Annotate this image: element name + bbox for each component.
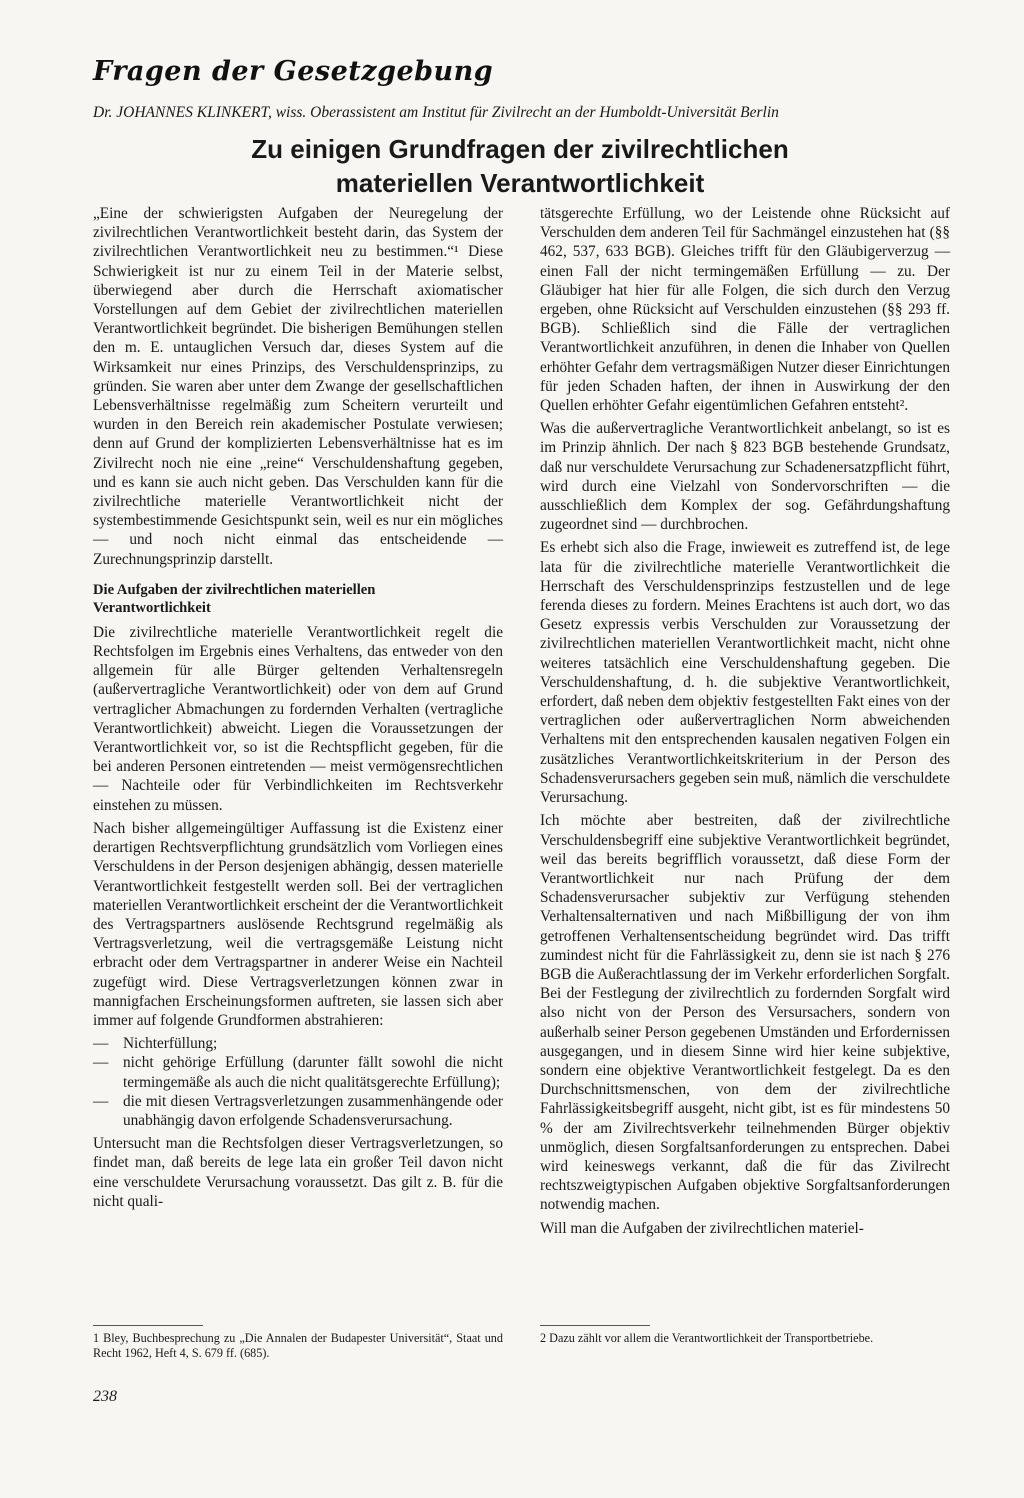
subheading xyxy=(93,581,503,617)
article-title-line-1: Zu einigen Grundfragen der zivilrechtlichen xyxy=(251,134,789,164)
paragraph: tätsgerechte Erfüllung, wo der Leistende ohne Rücksicht auf Verschulden dem anderen Teil für Sachmängel einzustehen hat (§§ 462, 537, 633 BGB). Gleiches trifft für den Gläubigerverzug — einen Fall der nicht termingemäßen Erfüllung — zu. Der Gläubiger hat hier für alle Folgen, die sich durch den Verzug ergeben, ohne Rücksicht auf Verschulden einzustehen (§§ 293 ff. BGB). Schließlich sind die Fälle der vertraglichen Verantwortlichkeit anzuführen, in denen die Inhaber von Quellen erhöhter Gefahr dem vertragsmäßigen Nutzer dieser Einrichtungen für jeden Schaden haften, der ihnen in Auswirkung der den Quellen erhöhter Gefahr eigentümlichen Gefahren entsteht². xyxy=(540,205,950,415)
section-heading: Fragen der Gesetzgebung xyxy=(93,56,494,87)
list-item: — nicht gehörige Erfüllung (darunter fällt sowohl die nicht termingemäße als auch die nicht qualitätsgerechte Erfüllung); xyxy=(93,1053,503,1091)
list-item: — die mit diesen Vertragsverletzungen zusammenhängende oder unabhängig davon erfolgende Schadensverursachung. xyxy=(93,1092,503,1130)
paragraph: „Eine der schwierigsten Aufgaben der Neuregelung der zivilrechtlichen Verantwortlichkeit besteht darin, das System der zivilrechtlichen Verantwortlichkeit neu zu bestimmen.“¹ Diese Schwierigkeit ist nur zu einem Teil in der Materie selbst, überwiegend aber durch die Herrschaft axiomatischer Vorstellungen auf dem Gebiet der zivilrechtlichen materiellen Verantwortlichkeit begründet. Die bisherigen Bemühungen stellen den m. E. untauglichen Versuch dar, dieses System auf die Wirksamkeit nur eines Prinzips, des Verschuldensprinzips, zu gründen. Sie waren aber unter dem Zwange der gesellschaftlichen Lebensverhältnisse regelmäßig zum Scheitern verurteilt und wurden in den Bereich rein akademischer Postulate verwiesen; denn auf Grund der komplizierten Lebensverhältnisse hat es im Zivilrecht noch nie eine „reine“ Verschuldenshaftung gegeben, und es kann sie auch nicht geben. Das Verschulden kann für die zivilrechtliche materielle Verantwortlichkeit nicht der systembestimmende Gesichtspunkt sein, weil es nur ein mögliches — und noch nicht einmal das entscheidende — Zurechnungsprinzip darstellt. xyxy=(93,205,503,568)
paragraph: Was die außervertragliche Verantwortlichkeit anbelangt, so ist es im Prinzip ähnlich. Der nach § 823 BGB bestehende Grundsatz, daß nur verschuldete Verursachung zur Schadenersatzpflicht führt, wird durch eine Vielzahl von Sondervorschriften — die ausschließlich dem Komplex der sog. Gefährdungshaftung zugeordnet sind — durchbrochen. xyxy=(540,420,950,534)
bullet-list xyxy=(93,1034,503,1130)
page-number: 238 xyxy=(93,1388,117,1405)
paragraph: Es erhebt sich also die Frage, inwieweit es zutreffend ist, de lege lata für die zivilrechtliche materielle Verantwortlichkeit die Herrschaft des Verschuldensprinzips festzustellen und de lege ferenda dieses zu fordern. Meines Erachtens ist auch dort, wo das Gesetz expressis verbis Verschulden zur Voraussetzung der zivilrechtlichen materiellen Verantwortlichkeit macht, nicht ohne weiteres tatsächlich eine Verschuldenshaftung gegeben. Die Verschuldenshaftung, d. h. die subjektive Verantwortlichkeit, erfordert, daß neben dem objektiv festgestellten Fakt eines von der vertraglichen oder außervertraglichen Norm abweichenden Verhaltens mit den entsprechenden kausalen negativen Folgen ein zusätzliches Verantwortlichkeitskriterium in der Person des Schadensverursachers gegeben sein muß, nämlich die verschuldete Verursachung. xyxy=(540,539,950,807)
article-title xyxy=(240,132,800,200)
left-column xyxy=(93,204,503,1215)
paragraph: Ich möchte aber bestreiten, daß der zivilrechtliche Verschuldensbegriff eine subjektive Verantwortlichkeit begründet, weil das bereits begrifflich voraussetzt, daß diese Form der Verantwortlichkeit nur nach Prüfung der dem Schadensverursacher subjektiv zur Verfügung stehenden Verhaltensalternativen und nach Mißbilligung der von ihm getroffenen Verhaltensentscheidung begründet wird. Das trifft zumindest nicht für die Fahrlässigkeit zu, denn sie ist nach § 276 BGB die Außerachtlassung der im Verkehr erforderlichen Sorgfalt. Bei der Festlegung der zivilrechtlich zu fordernden Sorgfalt wird also nicht von der Person des Versursachers, sondern von außerhalb seiner Person gegebenen Umständen und Erfordernissen ausgegangen, und in diesem Sinne wird hier keine subjektive, sondern eine objektive Verantwortlichkeit festgelegt. Da es den Durchschnittsmenschen, von dem der zivilrechtliche Fahrlässigkeitsbegriff ausgeht, nicht gibt, ist es für mindestens 50 % der am Zivilrechtsverkehr teilnehmenden Bürger objektiv unmöglich, diesen Sorgfaltsanforderungen zu entsprechen. Dabei wird keineswegs verkannt, daß die für das Zivilrecht rechtszweigtypischen Aufgaben objektive Sorgfaltsanforderungen notwendig machen. xyxy=(540,812,950,1214)
subheading-line-2: Verantwortlichkeit xyxy=(93,599,211,616)
author-byline: Dr. JOHANNES KLINKERT, wiss. Oberassistent am Institut für Zivilrecht an der Humboldt-Universität Berlin xyxy=(93,104,779,121)
article-title-line-2: materiellen Verantwortlichkeit xyxy=(335,168,705,198)
footnote-1: 1 Bley, Buchbesprechung zu „Die Annalen der Budapester Universität“, Staat und Recht 1962, Heft 4, S. 679 ff. (685). xyxy=(93,1331,503,1360)
paragraph: Untersucht man die Rechtsfolgen dieser Vertragsverletzungen, so findet man, daß bereits de lege lata ein großer Teil davon nicht eine verschuldete Verursachung voraussetzt. Das gilt z. B. für die nicht quali- xyxy=(93,1135,503,1210)
footnote-2: 2 Dazu zählt vor allem die Verantwortlichkeit der Transportbetriebe. xyxy=(540,1331,874,1345)
paragraph: Will man die Aufgaben der zivilrechtlichen materiel- xyxy=(540,1219,864,1237)
subheading-line-1: Die Aufgaben der zivilrechtlichen materiellen xyxy=(93,581,376,598)
list-item: — Nichterfüllung; xyxy=(93,1034,503,1053)
footnote-divider xyxy=(93,1325,203,1326)
right-column xyxy=(540,204,950,1242)
paragraph: Nach bisher allgemeingültiger Auffassung ist die Existenz einer derartigen Rechtsverpflichtung grundsätzlich vom Vorliegen eines Verschuldens in der Person desjenigen abhängig, dessen materielle Verantwortlichkeit festgestellt werden soll. Bei der vertraglichen materiellen Verantwortlichkeit erscheint der die Verantwortlichkeit des Vertragspartners auslösende Rechtsgrund regelmäßig als Vertragsverletzung, weil die vertragsgemäße Leistung nicht erbracht oder dem Vertragspartner in anderer Weise ein Nachteil zugefügt wird. Diese Vertragsverletzungen können zwar in mannigfachen Erscheinungsformen auftreten, sie lassen sich aber immer auf folgende Grundformen abstrahieren: xyxy=(93,819,503,1029)
footnote-divider xyxy=(540,1325,650,1326)
paragraph: Die zivilrechtliche materielle Verantwortlichkeit regelt die Rechtsfolgen im Ergebnis eines Verhaltens, das entweder von den allgemein für alle Bürger geltenden Verhaltensregeln (außervertragliche Verantwortlichkeit) oder von dem auf Grund vertraglicher Abmachungen zu fordernden Verhalten (vertragliche Verantwortlichkeit) abweicht. Liegen die Voraussetzungen der Verantwortlichkeit vor, so ist die Rechtspflicht gegeben, für die bei anderen Personen eintretenden — meist vermögensrechtlichen — Nachteile oder für Verbindlichkeiten im Rechtsverkehr einstehen zu müssen. xyxy=(93,623,503,814)
